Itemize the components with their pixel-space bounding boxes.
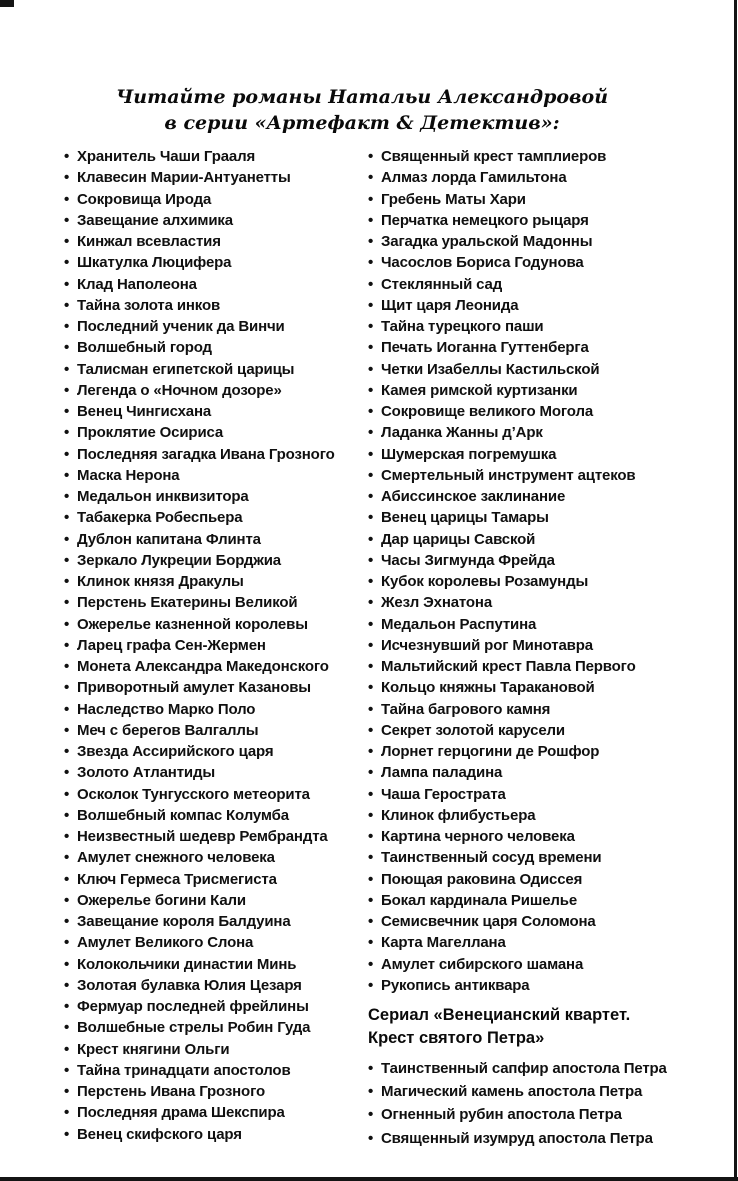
- book-title-text: Огненный рубин апостола Петра: [381, 1106, 622, 1124]
- book-title-text: Маска Нерона: [77, 466, 180, 484]
- book-title-text: Венец скифского царя: [77, 1125, 242, 1143]
- book-title-item: [64, 380, 369, 401]
- bullet-icon: •: [64, 233, 70, 250]
- bullet-icon: •: [368, 870, 374, 888]
- bullet-icon: •: [368, 955, 374, 973]
- book-title-text: Священный изумруд апостола Петра: [381, 1129, 653, 1147]
- bullet-icon: •: [368, 1106, 374, 1124]
- bullet-icon: •: [368, 721, 374, 739]
- book-title-item: [368, 507, 673, 528]
- bullet-icon: •: [64, 806, 70, 824]
- book-title-item: [64, 911, 369, 932]
- bullet-icon: •: [64, 1104, 70, 1122]
- book-title-item: [64, 359, 369, 380]
- bullet-icon: •: [64, 743, 70, 760]
- book-title-item: [64, 550, 369, 571]
- book-title-text: Крест княгини Ольги: [77, 1040, 230, 1058]
- book-title-item: [64, 592, 369, 613]
- book-title-text: Камея римской куртизанки: [381, 381, 578, 399]
- bullet-icon: •: [64, 1019, 70, 1037]
- bullet-icon: •: [64, 594, 70, 612]
- book-title-item: [368, 167, 673, 188]
- book-title-item: [368, 1080, 718, 1103]
- book-title-text: Талисман египетской царицы: [77, 360, 295, 378]
- book-title-item: [64, 996, 369, 1017]
- bullet-icon: •: [368, 1129, 374, 1147]
- bullet-icon: •: [368, 190, 374, 208]
- book-title-item: [368, 337, 673, 358]
- book-title-item: [368, 231, 673, 252]
- book-title-item: [368, 359, 673, 380]
- book-title-text: Перстень Екатерины Великой: [77, 594, 298, 612]
- bullet-icon: •: [64, 148, 70, 165]
- book-title-item: [368, 699, 673, 720]
- book-title-text: Медальон инквизитора: [77, 488, 249, 505]
- bullet-icon: •: [368, 424, 374, 442]
- book-title-text: Волшебные стрелы Робин Гуда: [77, 1019, 311, 1037]
- book-title-item: [64, 529, 369, 550]
- book-title-text: Волшебный компас Колумба: [77, 806, 289, 824]
- bullet-icon: •: [64, 254, 70, 272]
- book-title-item: [368, 401, 673, 422]
- book-title-item: [64, 975, 369, 996]
- book-title-text: Хранитель Чаши Грааля: [77, 148, 256, 165]
- bullet-icon: •: [368, 211, 374, 229]
- book-title-text: Амулет Великого Слона: [77, 934, 254, 952]
- book-title-item: [64, 1081, 369, 1102]
- bullet-icon: •: [64, 445, 70, 463]
- book-title-text: Бокал кардинала Ришелье: [381, 891, 578, 909]
- bullet-icon: •: [64, 721, 70, 739]
- book-title-text: Тайна золота инков: [77, 296, 221, 314]
- book-title-text: Ларец графа Сен-Жермен: [77, 636, 266, 654]
- book-title-item: [64, 826, 369, 847]
- bullet-icon: •: [64, 1061, 70, 1079]
- bullet-icon: •: [368, 891, 374, 909]
- book-title-text: Зеркало Лукреции Борджиа: [77, 551, 281, 569]
- book-title-text: Венец царицы Тамары: [381, 509, 549, 527]
- book-title-text: Тайна турецкого паши: [381, 318, 544, 335]
- book-title-item: [64, 677, 369, 698]
- bullet-icon: •: [368, 254, 374, 272]
- book-title-text: Тайна тринадцати апостолов: [77, 1061, 291, 1079]
- book-title-text: Клавесин Марии-Антуанетты: [77, 169, 291, 187]
- bullet-icon: •: [64, 275, 70, 293]
- book-title-text: Секрет золотой карусели: [381, 721, 565, 739]
- book-title-text: Завещание короля Балдуина: [77, 913, 291, 930]
- bullet-icon: •: [368, 275, 374, 293]
- book-title-text: Дублон капитана Флинта: [77, 530, 261, 548]
- bullet-icon: •: [64, 828, 70, 845]
- bullet-icon: •: [368, 169, 374, 187]
- book-title-item: [64, 1039, 369, 1060]
- book-title-text: Часы Зигмунда Фрейда: [381, 551, 555, 569]
- book-title-text: Золотая булавка Юлия Цезаря: [77, 976, 302, 994]
- book-title-text: Шумерская погремушка: [381, 445, 557, 463]
- serial-book-list: [368, 1057, 718, 1150]
- book-title-text: Четки Изабеллы Кастильской: [381, 360, 600, 378]
- bullet-icon: •: [64, 403, 70, 420]
- bullet-icon: •: [368, 700, 374, 718]
- bullet-icon: •: [368, 381, 374, 399]
- book-title-item: [368, 614, 673, 635]
- bullet-icon: •: [368, 1060, 374, 1077]
- book-title-text: Клад Наполеона: [77, 275, 197, 293]
- bullet-icon: •: [368, 849, 374, 867]
- book-title-text: Исчезнувший рог Минотавра: [381, 636, 593, 654]
- book-title-item: [368, 252, 673, 273]
- serial-title: [368, 1004, 718, 1050]
- book-title-text: Смертельный инструмент ацтеков: [381, 466, 636, 484]
- book-title-text: Мальтийский крест Павла Первого: [381, 658, 636, 675]
- book-title-text: Картина черного человека: [381, 828, 575, 845]
- book-title-text: Сокровища Ирода: [77, 190, 212, 208]
- bullet-icon: •: [64, 998, 70, 1015]
- book-title-item: [64, 1060, 369, 1081]
- book-title-text: Последняя драма Шекспира: [77, 1104, 285, 1122]
- bullet-icon: •: [64, 1125, 70, 1143]
- book-title-item: [64, 146, 369, 167]
- bullet-icon: •: [368, 785, 374, 803]
- bullet-icon: •: [368, 828, 374, 845]
- book-title-text: Ожерелье казненной королевы: [77, 615, 308, 633]
- bullet-icon: •: [64, 870, 70, 888]
- book-title-item: [368, 784, 673, 805]
- book-title-text: Приворотный амулет Казановы: [77, 679, 311, 697]
- bullet-icon: •: [64, 934, 70, 952]
- book-title-item: [368, 592, 673, 613]
- bullet-icon: •: [368, 488, 374, 505]
- book-title-item: [64, 1124, 369, 1145]
- bullet-icon: •: [368, 403, 374, 420]
- bullet-icon: •: [368, 530, 374, 548]
- bullet-icon: •: [64, 339, 70, 357]
- book-title-item: [64, 401, 369, 422]
- book-title-item: [368, 954, 673, 975]
- bullet-icon: •: [64, 190, 70, 208]
- book-title-item: [368, 295, 673, 316]
- book-title-item: [368, 571, 673, 592]
- book-title-item: [368, 932, 673, 953]
- book-title-text: Печать Иоганна Гуттенберга: [381, 339, 589, 357]
- book-title-item: [64, 422, 369, 443]
- bullet-icon: •: [368, 934, 374, 952]
- bullet-icon: •: [368, 318, 374, 335]
- bullet-icon: •: [64, 955, 70, 973]
- bullet-icon: •: [64, 679, 70, 697]
- book-title-text: Табакерка Робеспьера: [77, 509, 243, 527]
- book-title-text: Алмаз лорда Гамильтона: [381, 169, 567, 187]
- bullet-icon: •: [368, 913, 374, 930]
- bullet-icon: •: [64, 785, 70, 803]
- book-list-right-column: [368, 146, 673, 996]
- bullet-icon: •: [368, 509, 374, 527]
- book-title-text: Осколок Тунгусского метеорита: [77, 785, 310, 803]
- book-title-text: Стеклянный сад: [381, 275, 503, 293]
- book-title-item: [368, 847, 673, 868]
- book-title-item: [368, 890, 673, 911]
- page-header: [0, 84, 724, 136]
- book-title-text: Амулет снежного человека: [77, 849, 275, 867]
- book-title-item: [368, 762, 673, 783]
- book-title-text: Клинок князя Дракулы: [77, 573, 244, 590]
- book-title-item: [64, 932, 369, 953]
- book-title-item: [368, 805, 673, 826]
- book-title-item: [64, 869, 369, 890]
- book-title-text: Поющая раковина Одиссея: [381, 870, 583, 888]
- book-title-text: Гребень Маты Хари: [381, 190, 526, 208]
- bullet-icon: •: [64, 700, 70, 718]
- book-title-text: Рукопись антиквара: [381, 976, 530, 994]
- book-title-text: Лорнет герцогини де Рошфор: [381, 743, 600, 760]
- book-title-item: [64, 1017, 369, 1038]
- bullet-icon: •: [64, 615, 70, 633]
- bullet-icon: •: [64, 849, 70, 867]
- book-title-text: Таинственный сосуд времени: [381, 849, 602, 867]
- book-title-text: Часослов Бориса Годунова: [381, 254, 584, 272]
- bullet-icon: •: [64, 976, 70, 994]
- book-title-text: Меч с берегов Валгаллы: [77, 721, 259, 739]
- book-title-text: Волшебный город: [77, 339, 212, 357]
- book-title-text: Тайна багрового камня: [381, 700, 551, 718]
- bullet-icon: •: [64, 636, 70, 654]
- book-title-item: [64, 614, 369, 635]
- book-title-item: [64, 784, 369, 805]
- book-title-item: [64, 252, 369, 273]
- bullet-icon: •: [64, 658, 70, 675]
- book-title-item: [368, 486, 673, 507]
- book-title-item: [64, 295, 369, 316]
- book-title-text: Легенда о «Ночном дозоре»: [77, 381, 282, 399]
- book-title-item: [368, 1103, 718, 1126]
- bullet-icon: •: [64, 1083, 70, 1100]
- book-title-item: [64, 274, 369, 295]
- bullet-icon: •: [64, 764, 70, 782]
- page-right-edge-line: [734, 0, 737, 1181]
- book-title-item: [64, 210, 369, 231]
- book-title-item: [64, 805, 369, 826]
- book-title-text: Золото Атлантиды: [77, 764, 215, 782]
- book-title-item: [368, 422, 673, 443]
- book-title-item: [64, 720, 369, 741]
- bullet-icon: •: [64, 551, 70, 569]
- book-title-text: Лампа паладина: [381, 764, 503, 782]
- book-title-text: Амулет сибирского шамана: [381, 955, 584, 973]
- book-title-text: Жезл Эхнатона: [381, 594, 493, 612]
- book-title-text: Ожерелье богини Кали: [77, 891, 246, 909]
- book-title-text: Магический камень апостола Петра: [381, 1083, 643, 1101]
- bullet-icon: •: [368, 615, 374, 633]
- bullet-icon: •: [64, 466, 70, 484]
- book-title-item: [64, 847, 369, 868]
- book-title-text: Неизвестный шедевр Рембрандта: [77, 828, 328, 845]
- book-title-item: [64, 762, 369, 783]
- book-title-text: Медальон Распутина: [381, 615, 537, 633]
- book-title-text: Колокольчики династии Минь: [77, 955, 297, 973]
- bullet-icon: •: [64, 530, 70, 548]
- book-title-item: [64, 507, 369, 528]
- bullet-icon: •: [64, 211, 70, 229]
- book-title-item: [64, 444, 369, 465]
- book-title-item: [368, 826, 673, 847]
- bullet-icon: •: [64, 509, 70, 527]
- bullet-icon: •: [368, 551, 374, 569]
- book-title-item: [368, 1057, 718, 1080]
- book-title-item: [64, 699, 369, 720]
- bullet-icon: •: [368, 658, 374, 675]
- scan-corner-mark: [0, 0, 14, 7]
- bullet-icon: •: [64, 913, 70, 930]
- book-title-text: Кубок королевы Розамунды: [381, 573, 589, 590]
- book-title-text: Проклятие Осириса: [77, 424, 224, 442]
- book-title-text: Абиссинское заклинание: [381, 488, 566, 505]
- book-title-item: [368, 146, 673, 167]
- book-title-item: [368, 677, 673, 698]
- bullet-icon: •: [64, 296, 70, 314]
- book-title-item: [64, 954, 369, 975]
- book-title-item: [368, 189, 673, 210]
- bullet-icon: •: [368, 445, 374, 463]
- bullet-icon: •: [368, 976, 374, 994]
- book-title-item: [64, 571, 369, 592]
- book-title-text: Загадка уральской Мадонны: [381, 233, 593, 250]
- book-title-item: [64, 189, 369, 210]
- book-title-item: [64, 635, 369, 656]
- book-title-item: [64, 1102, 369, 1123]
- bullet-icon: •: [368, 148, 374, 165]
- book-title-text: Наследство Марко Поло: [77, 700, 256, 718]
- book-title-item: [64, 167, 369, 188]
- book-title-text: Шкатулка Люцифера: [77, 254, 232, 272]
- serial-title-line-1: Сериал «Венецианский квартет.: [368, 1006, 631, 1024]
- book-title-item: [368, 656, 673, 677]
- book-title-text: Карта Магеллана: [381, 934, 506, 952]
- book-list-left-column: [64, 146, 369, 1145]
- book-title-item: [368, 741, 673, 762]
- bullet-icon: •: [64, 381, 70, 399]
- header-line-2: в серии «Артефакт & Детектив»:: [164, 112, 560, 134]
- book-title-item: [368, 465, 673, 486]
- bullet-icon: •: [368, 573, 374, 590]
- bullet-icon: •: [368, 636, 374, 654]
- book-title-text: Кольцо княжны Таракановой: [381, 679, 595, 697]
- book-title-text: Монета Александра Македонского: [77, 658, 329, 675]
- book-title-item: [64, 316, 369, 337]
- book-title-text: Священный крест тамплиеров: [381, 148, 607, 165]
- bullet-icon: •: [64, 424, 70, 442]
- bullet-icon: •: [64, 169, 70, 187]
- bullet-icon: •: [64, 1040, 70, 1058]
- book-title-item: [368, 720, 673, 741]
- bullet-icon: •: [368, 233, 374, 250]
- bullet-icon: •: [368, 1083, 374, 1101]
- book-title-text: Семисвечник царя Соломона: [381, 913, 596, 930]
- book-title-text: Завещание алхимика: [77, 211, 233, 229]
- book-title-item: [64, 337, 369, 358]
- book-title-item: [368, 635, 673, 656]
- page-bottom-edge-line: [0, 1177, 738, 1181]
- book-title-text: Клинок флибустьера: [381, 806, 536, 824]
- bullet-icon: •: [368, 764, 374, 782]
- book-title-item: [368, 911, 673, 932]
- book-title-text: Щит царя Леонида: [381, 296, 519, 314]
- serial-title-line-2: Крест святого Петра»: [368, 1029, 545, 1047]
- book-title-item: [368, 316, 673, 337]
- bullet-icon: •: [368, 806, 374, 824]
- bullet-icon: •: [64, 573, 70, 590]
- book-title-text: Звезда Ассирийского царя: [77, 743, 274, 760]
- book-title-item: [368, 869, 673, 890]
- bullet-icon: •: [64, 891, 70, 909]
- bullet-icon: •: [368, 594, 374, 612]
- book-title-text: Ключ Гермеса Трисмегиста: [77, 870, 277, 888]
- book-title-text: Дар царицы Савской: [381, 530, 536, 548]
- bullet-icon: •: [368, 339, 374, 357]
- header-line-1: Читайте романы Натальи Александровой: [115, 86, 609, 108]
- book-title-text: Ладанка Жанны д’Арк: [381, 424, 543, 442]
- serial-section: [368, 1004, 718, 1150]
- book-title-item: [64, 656, 369, 677]
- book-title-item: [368, 210, 673, 231]
- book-title-text: Чаша Герострата: [381, 785, 506, 803]
- book-title-text: Последний ученик да Винчи: [77, 318, 285, 335]
- book-title-item: [64, 741, 369, 762]
- book-title-text: Перчатка немецкого рыцаря: [381, 211, 589, 229]
- book-title-item: [368, 274, 673, 295]
- book-title-text: Фермуар последней фрейлины: [77, 998, 309, 1015]
- bullet-icon: •: [368, 296, 374, 314]
- bullet-icon: •: [368, 360, 374, 378]
- book-title-text: Перстень Ивана Грозного: [77, 1083, 265, 1100]
- book-title-item: [64, 890, 369, 911]
- book-title-item: [368, 380, 673, 401]
- bullet-icon: •: [368, 466, 374, 484]
- book-title-text: Сокровище великого Могола: [381, 403, 594, 420]
- book-title-text: Последняя загадка Ивана Грозного: [77, 445, 335, 463]
- bullet-icon: •: [64, 360, 70, 378]
- book-title-item: [368, 550, 673, 571]
- book-title-text: Венец Чингисхана: [77, 403, 212, 420]
- book-title-item: [368, 444, 673, 465]
- bullet-icon: •: [368, 679, 374, 697]
- book-title-item: [64, 231, 369, 252]
- book-title-item: [64, 486, 369, 507]
- book-title-item: [64, 465, 369, 486]
- book-title-text: Таинственный сапфир апостола Петра: [381, 1060, 667, 1077]
- bullet-icon: •: [64, 488, 70, 505]
- book-title-item: [368, 1127, 718, 1150]
- book-title-item: [368, 529, 673, 550]
- bullet-icon: •: [368, 743, 374, 760]
- bullet-icon: •: [64, 318, 70, 335]
- book-title-text: Кинжал всевластия: [77, 233, 221, 250]
- book-title-item: [368, 975, 673, 996]
